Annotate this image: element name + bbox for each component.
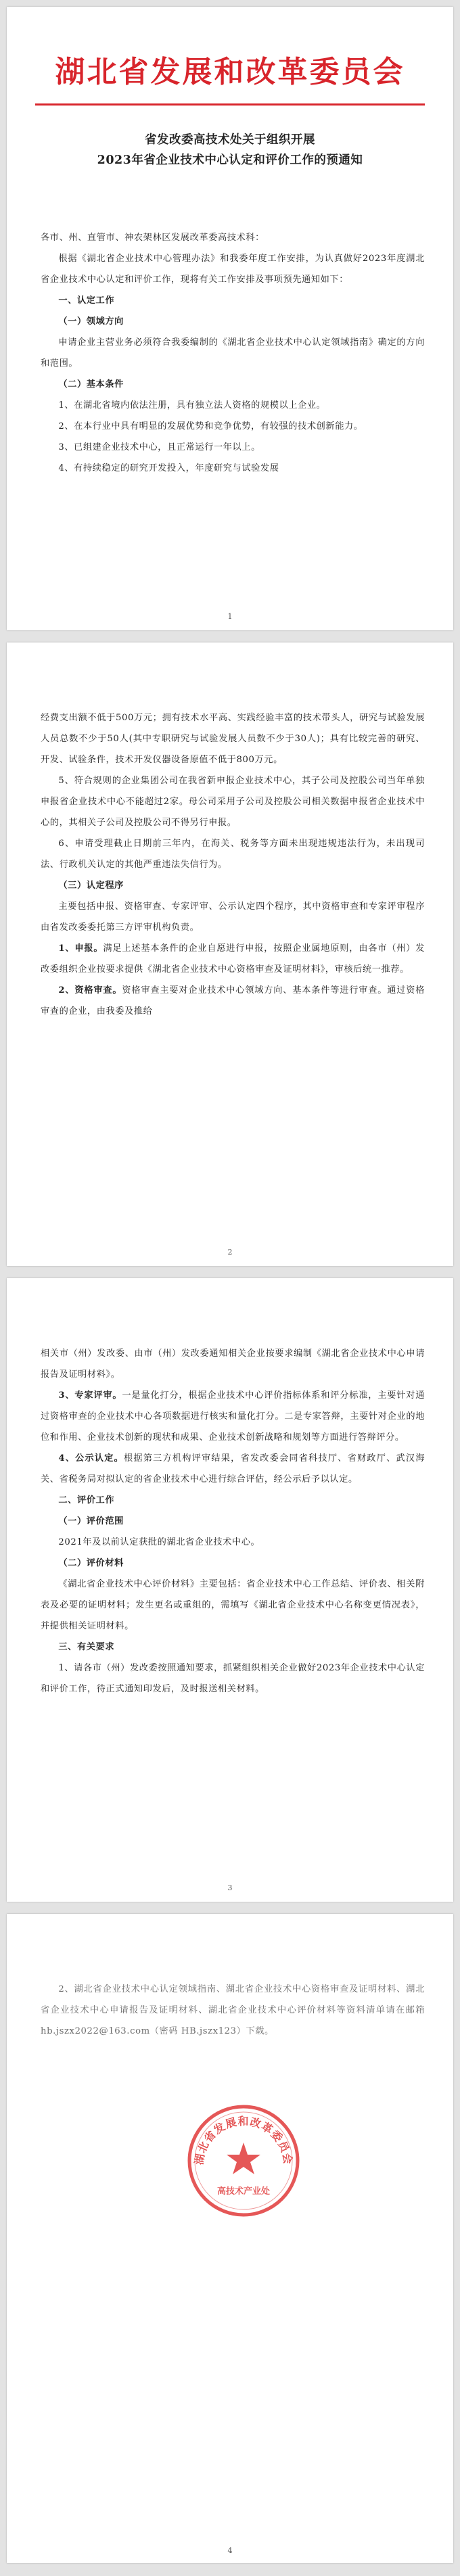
- page-3-body: [41, 1343, 425, 1700]
- subsection-eval-scope: （一）评价范围: [58, 1516, 124, 1526]
- step-2-label: 2、资格审查。: [58, 985, 122, 996]
- step-4-text: 根据第三方机构评审结果，省发改委会同省科技厅、省财政厅、武汉海关、省税务局对拟认定的省企业技术中心进行综合评估，经公示后予以认定。: [41, 1453, 425, 1484]
- step-3: [41, 1385, 425, 1448]
- page-4: [7, 1914, 453, 2563]
- eval-material-paragraph: 《湖北省企业技术中心评价材料》主要包括：省企业技术中心工作总结、评价表、相关附表及必要的证明材料；发生更名或重组的，需填写《湖北省企业技术中心名称变更情况表》，并提供相关证明材料。: [41, 1579, 425, 1631]
- step-2-continued: 相关市（州）发改委、由市（州）发改委通知相关企业按要求编制《湖北省企业技术中心申请报告及证明材料》。: [41, 1349, 425, 1380]
- section-heading-2: 二、评价工作: [58, 1495, 115, 1505]
- step-3-label: 3、专家评审。: [58, 1390, 122, 1401]
- title-line-2: 2023年省企业技术中心认定和评价工作的预通知: [97, 154, 363, 167]
- condition-6: 6、申请受理截止日期前三年内，在海关、税务等方面未出现违规违法行为，未出现司法、行政机关认定的其他严重违法失信行为。: [41, 839, 425, 870]
- page-number: 3: [227, 1883, 233, 1892]
- requirement-2: 2、湖北省企业技术中心认定领域指南、湖北省企业技术中心资格审查及证明材料、湖北省企业技术中心申请报告及证明材料、湖北省企业技术中心评价材料等资料清单请在邮箱 hb.jszx2022@163.com（密码 HB.jszx123）下载。: [41, 1984, 425, 2036]
- page-3: [7, 1278, 453, 1902]
- condition-1: 1、在湖北省境内依法注册，具有独立法人资格的规模以上企业。: [58, 400, 326, 411]
- step-1-label: 1、申报。: [58, 943, 104, 954]
- red-divider: [35, 103, 425, 106]
- page-4-body: [41, 1979, 425, 2042]
- page-number: 1: [227, 612, 233, 621]
- title-line-1: 省发改委高技术处关于组织开展: [145, 133, 315, 147]
- subsection-direction: （一）领域方向: [58, 317, 124, 327]
- step-2: [41, 980, 425, 1022]
- section-heading-1: 一、认定工作: [58, 296, 115, 306]
- step-2-text: 资格审查主要对企业技术中心领域方向、基本条件等进行审查。通过资格审查的企业，由我委及推给: [41, 985, 425, 1016]
- subsection-procedure: （三）认定程序: [58, 881, 124, 891]
- document-title: [34, 130, 426, 170]
- condition-5: 5、符合规则的企业集团公司在我省新申报企业技术中心，其子公司及控股公司当年单独申报省企业技术中心不能超过2家。母公司采用子公司及控股公司相关数据申报省企业技术中心的，其相关子公司及控股公司不得另行申报。: [41, 776, 425, 828]
- page-1: [7, 7, 453, 630]
- seal-center-text: 高技术产业处: [216, 2186, 271, 2197]
- section-heading-3: 三、有关要求: [58, 1642, 115, 1652]
- masthead: 湖北省发展和改革委员会: [55, 55, 405, 89]
- seal-star-icon: [227, 2142, 260, 2174]
- step-1: [41, 938, 425, 980]
- salutation: 各市、州、直管市、神农架林区发展改革委高技术科：: [41, 233, 264, 243]
- subsection-conditions: （二）基本条件: [58, 379, 124, 390]
- page-1-body: [41, 227, 425, 479]
- condition-2: 2、在本行业中具有明显的发展优势和竞争优势，有较强的技术创新能力。: [58, 421, 363, 431]
- step-1-text: 满足上述基本条件的企业自愿进行申报，按照企业属地原则，由各市（州）发改委组织企业按要求提供《湖北省企业技术中心资格审查及证明材料》，审核后统一推荐。: [41, 943, 425, 975]
- page-2-body: [41, 707, 425, 1022]
- page-number: 4: [227, 2546, 233, 2555]
- official-seal: [186, 2103, 301, 2218]
- condition-4-start: 4、有持续稳定的研究开发投入，年度研究与试验发展: [58, 463, 279, 473]
- page-number: 2: [227, 1248, 233, 1257]
- step-4: [41, 1448, 425, 1490]
- step-4-label: 4、公示认定。: [58, 1453, 124, 1463]
- seal-ring-text: 湖北省发展和改革委员会: [192, 2115, 295, 2166]
- procedure-intro: 主要包括申报、资格审查、专家评审、公示认定四个程序，其中资格审查和专家评审程序由省发改委委托第三方评审机构负责。: [41, 901, 425, 933]
- direction-paragraph: 申请企业主营业务必须符合我委编制的《湖北省企业技术中心认定领域指南》确定的方向和范围。: [41, 337, 425, 369]
- page-2: [7, 642, 453, 1266]
- requirement-1: 1、请各市（州）发改委按照通知要求，抓紧组织相关企业做好2023年企业技术中心认定和评价工作，待正式通知印发后，及时报送相关材料。: [41, 1663, 425, 1694]
- eval-scope-paragraph: 2021年及以前认定获批的湖北省企业技术中心。: [58, 1537, 260, 1547]
- step-3-text: 一是量化打分，根据企业技术中心评价指标体系和评分标准，主要针对通过资格审查的企业技术中心各项数据进行核实和量化打分。二是专家答辩，主要针对企业的地位和作用、企业技术创新的现状和成果、企业技术创新战略和规划等方面进行答辩评分。: [41, 1390, 425, 1443]
- subsection-eval-material: （二）评价材料: [58, 1558, 124, 1568]
- condition-3: 3、已组建企业技术中心，且正常运行一年以上。: [58, 442, 260, 452]
- condition-4-continued: 经费支出额不低于500万元；拥有技术水平高、实践经验丰富的技术带头人，研究与试验发展人员总数不少于50人(其中专职研究与试验发展人员数不少于30人)；具有比较完善的研究、开发、试验条件，技术开发仪器设备原值不低于800万元。: [41, 713, 425, 765]
- intro-paragraph: 根据《湖北省企业技术中心管理办法》和我委年度工作安排，为认真做好2023年度湖北省企业技术中心认定和评价工作，现将有关工作安排及事项预先通知如下：: [41, 254, 425, 285]
